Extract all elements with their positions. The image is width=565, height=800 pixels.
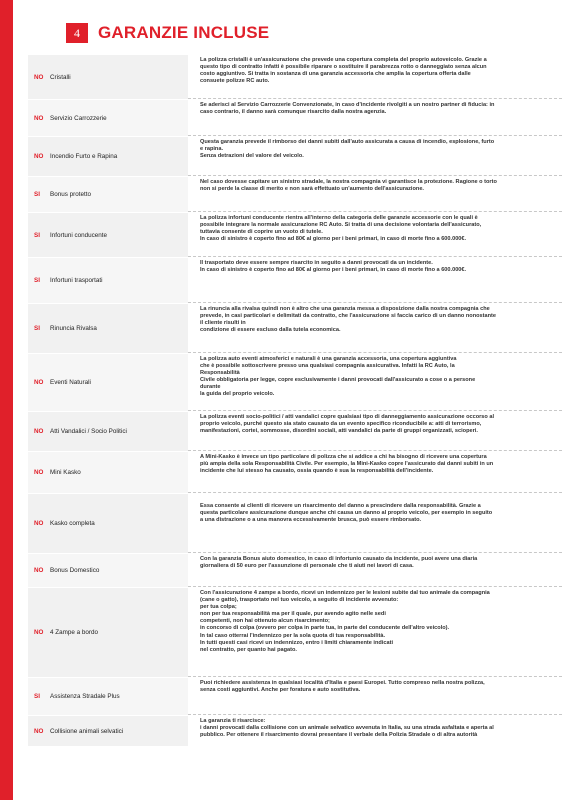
coverage-label <box>28 411 188 451</box>
coverage-text: Puoi richiedere assistenza in qualsiasi località d'Italia e paesi Europei. Tutto compreso nella nostra polizza, senza costi aggiuntivi. Anche per foratura e auto sostitutiva. <box>200 680 485 694</box>
coverage-text: A Mini-Kasko è invece un tipo particolare di polizza che si addice a chi ha bisogno di ricevere una copertura più ampia della sola Responsabilità Civile. Per esempio, la Mini-Kasko copre l'assicurato dai danni subiti in un incidente che lui stesso ha causato, ossia quando è sua la responsabilità dell'incidente. <box>200 454 494 475</box>
coverage-row <box>28 257 562 303</box>
red-side-bar <box>0 0 13 800</box>
coverage-name: Assistenza Stradale Plus <box>50 693 120 700</box>
coverage-status: NO <box>34 114 44 122</box>
coverage-description <box>188 257 562 303</box>
coverage-description <box>188 493 562 553</box>
coverage-name: Bonus Domestico <box>50 567 100 574</box>
coverage-table <box>28 54 562 746</box>
coverage-description <box>188 553 562 587</box>
coverage-text: Questa garanzia prevede il rimborso dei danni subiti dall'auto assicurata a causa di incendio, esplosione, furto e rapina. Senza detrazioni del valore del veicolo. <box>200 139 495 160</box>
coverage-text: La polizza auto eventi atmosferici e naturali è una garanzia accessoria, una copertura aggiuntiva che è possibile sottoscrivere presso una qualsiasi compagnia assicurativa. Infatti la RC Auto, la Responsabilità Civile obbligatoria per legge, copre esclusivamente i danni provocati dall'assicurato a cose o a persone durante la guida del proprio veicolo. <box>200 356 476 398</box>
coverage-status: NO <box>34 520 44 527</box>
coverage-description <box>188 677 562 715</box>
coverage-name: Mini Kasko <box>50 469 81 476</box>
coverage-status: NO <box>34 567 44 574</box>
coverage-description <box>188 212 562 257</box>
coverage-name: Incendio Furto e Rapina <box>50 153 118 160</box>
coverage-row <box>28 303 562 353</box>
coverage-name: Infortuni conducente <box>50 231 108 239</box>
coverage-label <box>28 451 188 493</box>
coverage-name: Infortuni trasportati <box>50 277 103 284</box>
coverage-status: SI <box>34 277 40 284</box>
coverage-text: Nel caso dovesse capitare un sinistro stradale, la nostra compagnia vi garantisce la protezione. Ragione o torto non si perde la classe di merito e non sarà effettuato un'aumento dell'assicurazione. <box>200 179 497 193</box>
coverage-text: La garanzia ti risarcisce: i danni provocati dalla collisione con un animale selvatico avvenuta in Italia, su una strada asfaltata e aperta al pubblico. Per ottenere il risarcimento dovrai presentare il verbale della Polizia Stradale o di altra autorità <box>200 718 494 739</box>
coverage-description <box>188 451 562 493</box>
coverage-label <box>28 553 188 587</box>
coverage-text: Con la garanzia Bonus aiuto domestico, in caso di infortunio causato da incidente, puoi avere una diaria giornaliera di 50 euro per l'assunzione di personale che ti aiuti nei lavori di casa. <box>200 556 478 570</box>
coverage-row <box>28 176 562 212</box>
coverage-description <box>188 411 562 451</box>
coverage-name: Atti Vandalici / Socio Politici <box>50 428 127 435</box>
coverage-status: NO <box>34 428 44 435</box>
coverage-row <box>28 99 562 136</box>
coverage-label <box>28 176 188 212</box>
coverage-label <box>28 715 188 746</box>
coverage-status: SI <box>34 693 40 700</box>
coverage-text: Il trasportato deve essere sempre risarcito in seguito a danni provocati da un incidente. In caso di sinistro è coperto fino ad 80€ al giorno per i beni primari, in caso di morte fino a 600.000€. <box>200 260 467 274</box>
coverage-status: NO <box>34 629 44 636</box>
coverage-status: SI <box>34 325 40 332</box>
page-header <box>66 22 269 44</box>
coverage-label <box>28 587 188 677</box>
coverage-text: La polizza eventi socio-politici / atti vandalici copre qualsiasi tipo di danneggiamento assicurazione occorso al proprio veicolo, purché questo sia stato causato da un evento specifico riconducibile a: atti di terrorismo, manifestazioni, cortei, sommosse, disordini sociali, atti vandalici da parte di gruppi organizzati, scioperi. <box>200 414 495 435</box>
coverage-name: Servizio Carrozzerie <box>50 114 107 122</box>
page-title: GARANZIE INCLUSE <box>98 23 270 42</box>
coverage-status: SI <box>34 191 40 198</box>
coverage-description <box>188 54 562 99</box>
coverage-row <box>28 212 562 257</box>
coverage-row <box>28 587 562 677</box>
coverage-row <box>28 715 562 746</box>
coverage-description <box>188 303 562 353</box>
coverage-name: Eventi Naturali <box>50 379 91 386</box>
coverage-description <box>188 353 562 411</box>
coverage-row <box>28 677 562 715</box>
coverage-label <box>28 99 188 136</box>
coverage-name: Collisione animali selvatici <box>50 727 124 735</box>
coverage-status: SI <box>34 231 40 239</box>
coverage-description <box>188 715 562 746</box>
coverage-status: NO <box>34 379 44 386</box>
coverage-row <box>28 54 562 99</box>
coverage-name: Bonus protetto <box>50 191 91 198</box>
coverage-description <box>188 176 562 212</box>
coverage-label <box>28 493 188 553</box>
coverage-text: La polizza infortuni conducente rientra all'interno della categoria delle garanzie accessorie con le quali è possibile integrare la normale assicurazione RC Auto. Si tratta di una decisione volontaria dell'assicurato, tuttavia consente di coprire un vuoto di tutele. In caso di sinistro è coperto fino ad 80€ al giorno per i beni primari, in caso di morte fino a 600.000€. <box>200 215 482 243</box>
coverage-status: NO <box>34 73 44 81</box>
coverage-name: 4 Zampe a bordo <box>50 629 98 636</box>
coverage-row <box>28 451 562 493</box>
coverage-description <box>188 587 562 677</box>
coverage-row <box>28 353 562 411</box>
coverage-description <box>188 99 562 136</box>
coverage-row <box>28 136 562 176</box>
coverage-text: Essa consente ai clienti di ricevere un risarcimento del danno a prescindere dalla responsabilità. Grazie a questa particolare assicurazione dunque anche chi causa un danno al proprio veicolo, per esempio in seguito a una distrazione o a una manovra eccessivamente brusca, può essere rimborsato. <box>200 503 493 524</box>
coverage-text: Se aderisci al Servizio Carrozzerie Convenzionate, in caso d'incidente rivolgiti a un nostro partner di fiducia: in caso contrario, il danno sarà comunque risarcito dalla nostra agenzia. <box>200 102 495 116</box>
coverage-status: NO <box>34 727 44 735</box>
coverage-label <box>28 257 188 303</box>
coverage-row <box>28 411 562 451</box>
coverage-description <box>188 136 562 176</box>
coverage-status: NO <box>34 153 44 160</box>
coverage-status: NO <box>34 469 44 476</box>
page-number-badge: 4 <box>66 23 88 43</box>
coverage-label <box>28 353 188 411</box>
coverage-label <box>28 212 188 257</box>
coverage-name: Rinuncia Rivalsa <box>50 325 97 332</box>
coverage-name: Kasko completa <box>50 520 95 527</box>
coverage-row <box>28 553 562 587</box>
coverage-label <box>28 136 188 176</box>
coverage-text: La polizza cristalli è un'assicurazione che prevede una copertura completa del proprio autoveicolo. Grazie a questo tipo di contratto infatti è possibile riparare o sostituire il parabrezza rotto o danneggiato senza alcun costo aggiuntivo. Si tratta in sostanza di una garanzia accessoria che amplia la copertura offerta dalle consuete polizze RC auto. <box>200 57 487 85</box>
coverage-label <box>28 303 188 353</box>
coverage-text: Con l'assicurazione 4 zampe a bordo, ricevi un indennizzo per le lesioni subite dal tuo animale da compagnia (cane o gatto), trasportato nel tuo veicolo, a seguito di incidente avvenuto: per tua colpa; non per tua responsabilità ma per il quale, pur avendo agito nelle sedi competenti, non hai ottenuto alcun risarcimento; in concorso di colpa (ovvero per colpa in parte tua, in parte del conducente dell'altro veicolo). In tal caso otterrai l'indennizzo per la sola quota di tua responsabilità. In tutti questi casi ricevi un indennizzo, entro i limiti chiaramente indicati nel contratto, per quanto hai pagato. <box>200 590 490 653</box>
coverage-row <box>28 493 562 553</box>
coverage-text: La rinuncia alla rivalsa quindi non è altro che una garanzia messa a disposizione dalla nostra compagnia che prevede, in casi particolari e delimitati da contratto, che l'assicurazione si faccia carico di un danno nonostante il cliente risulti in condizione di essere escluso dalla tutela economica. <box>200 306 497 334</box>
coverage-label <box>28 54 188 99</box>
coverage-label <box>28 677 188 715</box>
coverage-name: Cristalli <box>50 73 71 81</box>
